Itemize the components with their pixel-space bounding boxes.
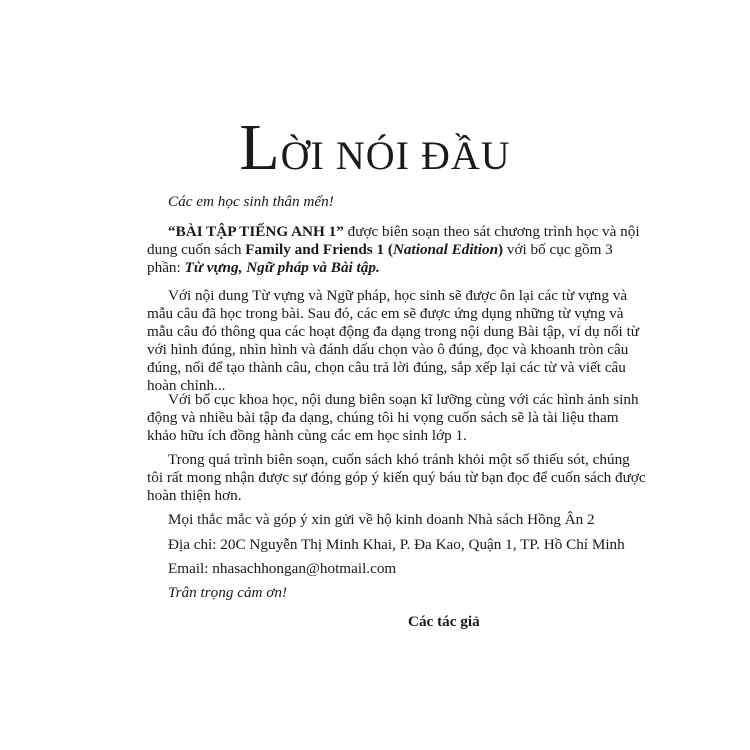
text-line: Với nội dung Từ vựng và Ngữ pháp, học sinh sẽ được ôn lại các từ vựng và (168, 287, 628, 304)
text-line: với hình đúng, nhìn hình và đánh dấu chọn vào ô đúng, đọc và khoanh tròn câu (147, 341, 629, 358)
intro-text: được biên soạn theo sát chương trình học và nội (343, 223, 640, 240)
intro-text: phần: (147, 259, 185, 276)
text-line: Trong quá trình biên soạn, cuốn sách khó tránh khỏi một số thiếu sót, chúng (168, 451, 630, 468)
book-title: “BÀI TẬP TIẾNG ANH 1” (168, 223, 344, 240)
text-line: đúng, nối để tạo thành câu, chọn câu trả lời đúng, sắp xếp lại các từ và viết câu (147, 359, 626, 376)
source-book: Family and Friends 1 ( (245, 241, 393, 258)
paragraph-content (147, 287, 640, 395)
text-line: Với bố cục khoa học, nội dung biên soạn kĩ lưỡng cùng với các hình ảnh sinh (168, 391, 639, 408)
text-line: Địa chỉ: 20C Nguyễn Thị Minh Khai, P. Đa Kao, Quận 1, TP. Hồ Chí Minh (168, 536, 625, 553)
intro-line-3 (147, 259, 605, 277)
text-line: Trân trọng cảm ơn! (168, 584, 288, 601)
intro-paragraph (147, 223, 640, 277)
text-line: hoàn thiện hơn. (147, 487, 242, 504)
intro-text: với bố cục gồm 3 (503, 241, 613, 258)
text-line: Email: nhasachhongan@hotmail.com (168, 560, 397, 577)
contact-note (147, 511, 605, 529)
paragraph-feedback (147, 451, 646, 505)
greeting (147, 193, 605, 211)
intro-text: dung cuốn sách (147, 241, 246, 258)
text-line: động và nhiều bài tập đa dạng, chúng tôi hi vọng cuốn sách sẽ là tài liệu tham (147, 409, 619, 426)
paren: ) (498, 241, 504, 258)
signature: Các tác giả (408, 613, 480, 630)
page-title (0, 111, 750, 186)
title-initial: L (239, 111, 281, 184)
text-line: tôi rất mong nhận được sự đóng góp ý kiến quý báu từ bạn đọc để cuốn sách được (147, 469, 646, 486)
greeting-text: Các em học sinh thân mến! (168, 193, 334, 210)
contact-email (147, 560, 605, 578)
sections: Từ vựng, Ngữ pháp và Bài tập. (184, 259, 380, 276)
edition: National Edition (392, 241, 499, 258)
closing (147, 584, 605, 602)
intro-line-1 (147, 223, 640, 241)
text-line: khảo hữu ích đồng hành cùng các em học sinh lớp 1. (147, 427, 467, 444)
contact-address (147, 536, 625, 554)
title-rest: ỜI NÓI ĐẦU (280, 133, 511, 178)
text-line: hoàn chỉnh... (147, 377, 226, 394)
text-line: mẫu câu đó thông qua các hoạt động đa dạng trong nội dung Bài tập, ví dụ nối từ (147, 323, 640, 340)
text-line: mẫu câu đã học trong bài. Sau đó, các em sẽ được ứng dụng những từ vựng và (147, 305, 624, 322)
paragraph-layout (147, 391, 639, 445)
intro-line-2 (147, 241, 613, 259)
text-line: Mọi thắc mắc và góp ý xin gửi về hộ kinh doanh Nhà sách Hồng Ân 2 (168, 511, 595, 528)
